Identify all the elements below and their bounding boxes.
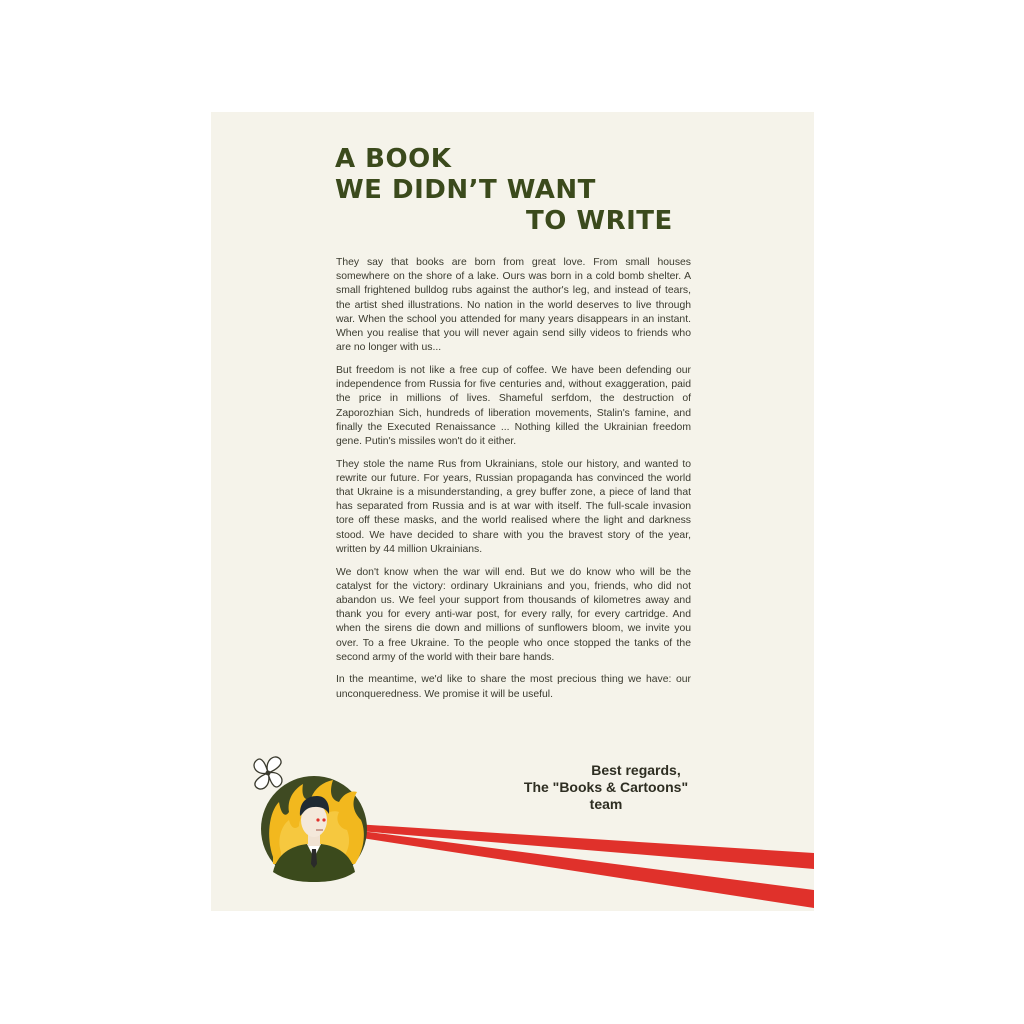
paragraph-5: In the meantime, we'd like to share the most precious thing we have: our unconqueredness. We promise it will be useful. xyxy=(336,674,691,700)
portrait-badge xyxy=(261,776,367,882)
title-line-1: A BOOK xyxy=(335,144,452,174)
signoff-line-2: The "Books & Cartoons" xyxy=(523,779,689,795)
paragraph-1: They say that books are born from great love. From small houses somewhere on the shore of a lake. Ours was born in a cold bomb shelter. A small frightened bulldog rubs against the author's leg, and instead of tears, the artist shed illustrations. No nation in the world deserves to live through war. When the school you attended for many years disappears in an instant. When you realise that you will never again send silly videos to friends who are no longer with us... xyxy=(336,257,691,354)
paragraph-4: We don't know when the war will end. But we do know who will be the catalyst for the victory: ordinary Ukrainians and you, friends, who did not abandon us. We feel your support from thousands of kilometres away and thank you for every anti-war post, for every rally, for every cartridge. And when the sirens die down and millions of sunflowers bloom, we invite you over. To a free Ukraine. To the people who once stopped the tanks of the second army of the world with their bare hands. xyxy=(336,566,691,663)
signoff-line-3: team xyxy=(589,796,623,812)
signoff-line-1: Best regards, xyxy=(591,762,681,778)
paragraph-2: But freedom is not like a free cup of coffee. We have been defending our independence from Russia for five centuries and, without exaggeration, paid the price in millions of lives. Shameful serfdom, the destruction of Zaporozhian Sich, hundreds of liberation movements, Stalin's famine, and finally the Executed Renaissance ... Nothing killed the Ukrainian freedom gene. Putin's missiles won't do it either. xyxy=(336,364,691,447)
title-line-3: TO WRITE xyxy=(526,206,673,236)
paragraph-3: They stole the name Rus from Ukrainians, stole our history, and wanted to rewrite our future. For years, Russian propaganda has convinced the world that Ukraine is a misunderstanding, a grey buffer zone, a piece of land that has separated from Russia and is at war with itself. The full-scale invasion tore off these masks, and the world realised where the light and darkness stood. We have decided to share with you the bravest story of the year, written by 44 million Ukrainians. xyxy=(336,458,691,555)
title-line-2: WE DIDN’T WANT xyxy=(335,175,596,205)
book-page xyxy=(211,112,814,911)
illustration xyxy=(211,112,814,911)
